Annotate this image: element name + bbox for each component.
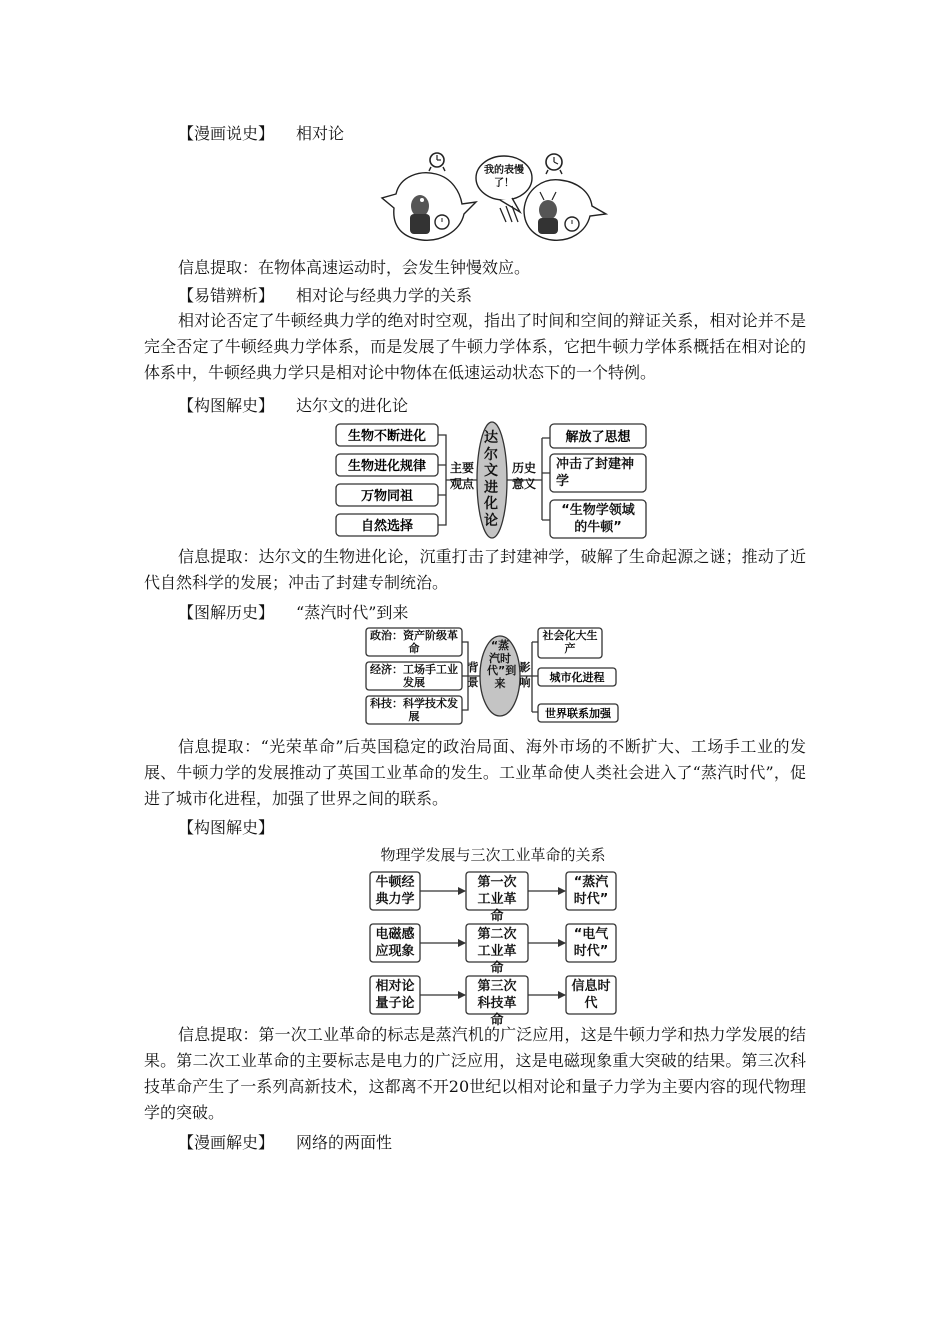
physics-cell: 电磁感应现象 [375,927,415,959]
darwin-right-label: 历史意义 [511,461,536,491]
info-relativity: 信息提取：在物体高速运动时，会发生钟慢效应。 [178,258,531,277]
physics-cell: 信息时代 [571,979,611,1011]
steam-age-diagram [362,624,624,728]
section-heading-darwin [178,396,408,416]
speech-text: 我的表慢了！ [484,165,524,189]
darwin-left-item: 生物进化规律 [347,459,427,474]
darwin-left-label: 主要观点 [449,461,474,491]
section-heading-relativity [178,124,344,144]
section-tag: 【易错辨析】 [178,286,275,305]
steam-right-item: 城市化进程 [549,671,605,684]
section-title: 相对论与经典力学的关系 [296,286,473,305]
steam-right-item: 社会化大生产 [542,629,598,655]
section-tag: 【图解历史】 [178,603,275,622]
steam-left-item: 政治：资产阶级革命 [370,629,458,655]
info-steam-age: 信息提取：“光荣革命”后英国稳定的政治局面、海外市场的不断扩大、工场手工业的发展、牛顿力学的发展推动了英国工业革命的发生。工业革命使人类社会进入了“蒸汽时代”，促进了城市化进程，加强了世界之间的联系。 [144,737,806,808]
steam-left-label: 背景 [467,661,479,689]
info-darwin: 信息提取：达尔文的生物进化论，沉重打击了封建神学，破解了生命起源之谜；推动了近代自然科学的发展；冲击了封建专制统治。 [144,547,806,592]
section-title: 网络的两面性 [296,1133,393,1152]
steam-center-text: “蒸汽时代”到来 [487,639,517,690]
physics-cell: “电气时代” [573,927,609,959]
darwin-left-items [336,424,438,536]
darwin-right-items [550,424,646,538]
darwin-center-text: 达尔文进化论 [484,430,498,529]
physics-cell: 第三次科技革命 [477,979,517,1028]
right-bubble [524,180,606,241]
steam-right-item: 世界联系加强 [545,707,611,720]
section-tag: 【构图解史】 [178,396,275,415]
relativity-comic [380,148,610,248]
physics-cell: 第二次工业革命 [477,927,517,976]
physics-diagram-title: 物理学发展与三次工业革命的关系 [380,846,606,864]
right-alarm-clock-icon [546,154,562,174]
section-heading-steam-age [178,603,408,623]
darwin-right-item: “生物学领域的牛顿” [561,503,635,535]
section-heading-physics [178,818,296,838]
steam-left-items [366,628,462,725]
darwin-left-item: 自然选择 [360,519,414,534]
steam-right-label: 影响 [519,661,531,689]
physics-industry-diagram [366,868,622,1028]
darwin-right-item: 冲击了封建神学 [556,457,635,489]
physics-cell: 牛顿经典力学 [375,875,415,907]
section-heading-network [178,1133,392,1153]
darwin-diagram [330,416,660,542]
section-heading-misconception [178,286,472,306]
section-title: 相对论 [296,124,345,143]
steam-right-items [538,628,618,722]
paragraph-relativity-mechanics: 相对论否定了牛顿经典力学的绝对时空观，指出了时间和空间的辩证关系，相对论并不是完全否定了牛顿经典力学体系，而是发展了牛顿力学体系，它把牛顿力学体系概括在相对论的体系中，牛顿经典力学只是相对论中物体在低速运动状态下的一个特例。 [144,311,806,382]
left-alarm-clock-icon [429,153,445,171]
section-tag: 【漫画解史】 [178,1133,275,1152]
physics-cell: 第一次工业革命 [477,875,517,924]
steam-left-item: 科技：科学技术发展 [370,697,458,723]
darwin-left-item: 万物同祖 [360,489,414,504]
darwin-left-item: 生物不断进化 [347,429,427,444]
section-tag: 【漫画说史】 [178,124,275,143]
info-physics: 信息提取：第一次工业革命的标志是蒸汽机的广泛应用，这是牛顿力学和热力学发展的结果。第二次工业革命的主要标志是电力的广泛应用，这是电磁现象重大突破的结果。第三次科技革命产生了一系列高新技术，这都离不开20世纪以相对论和量子力学为主要内容的现代物理学的突破。 [144,1025,806,1122]
physics-cell: 相对论量子论 [375,979,415,1011]
steam-left-item: 经济：工场手工业发展 [370,663,458,689]
darwin-right-item: 解放了思想 [565,430,631,445]
physics-cell: “蒸汽时代” [573,875,609,907]
section-tag: 【构图解史】 [178,818,275,837]
section-title: “蒸汽时代”到来 [296,603,409,622]
section-title: 达尔文的进化论 [296,396,409,415]
